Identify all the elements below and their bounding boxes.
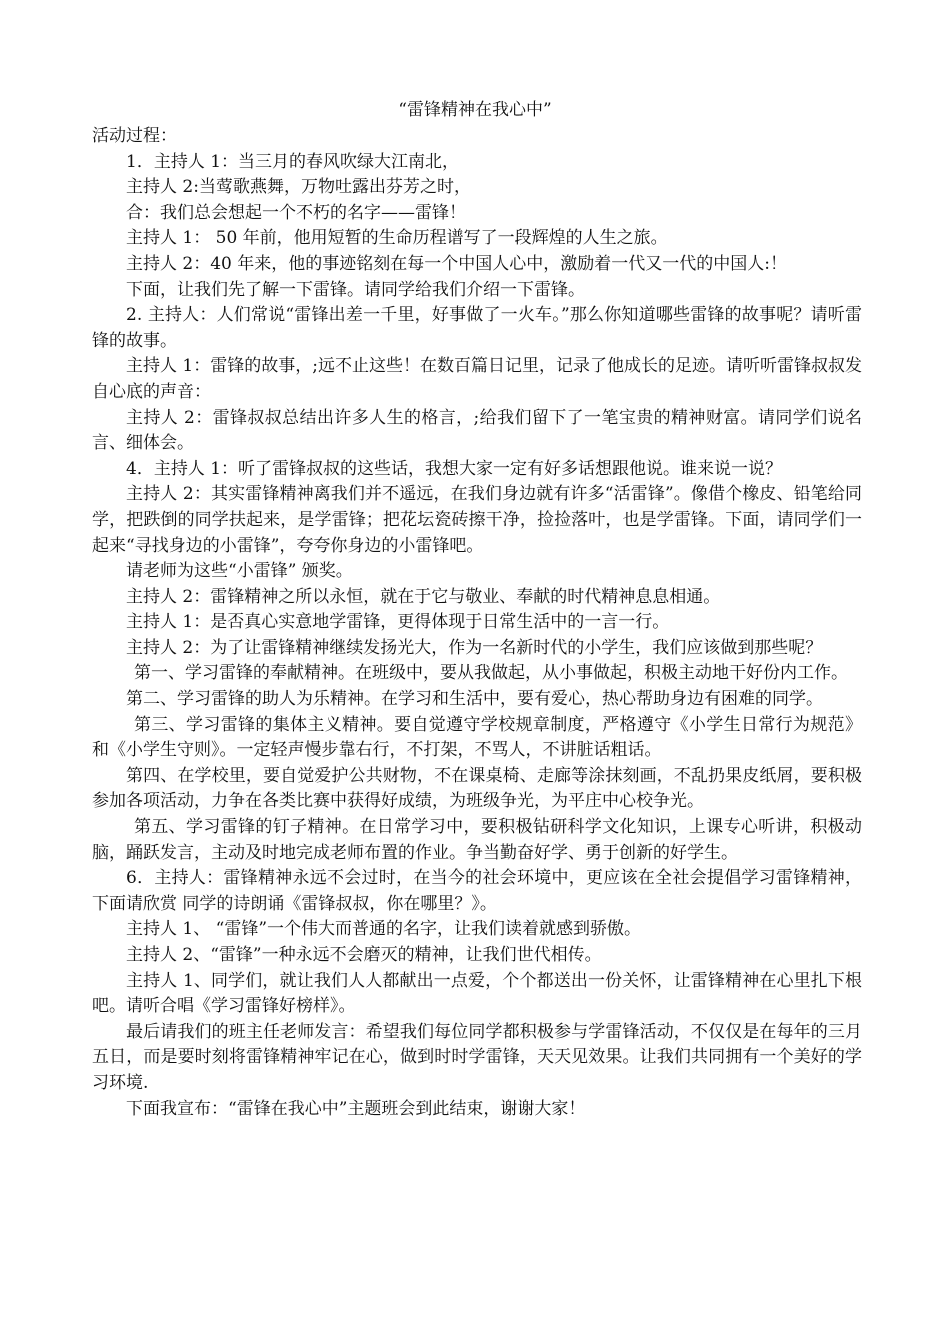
paragraph: 主持人 2：雷锋叔叔总结出许多人生的格言，;给我们留下了一笔宝贵的精神财富。请同学们说名言、细体会。	[92, 407, 862, 454]
document-title: “雷锋精神在我心中”	[398, 100, 552, 120]
paragraph: 主持人 2：雷锋精神之所以永恒，就在于它与敬业、奉献的时代精神息息相通。	[126, 586, 721, 607]
paragraph: 主持人 1：雷锋的故事，;远不止这些！在数百篇日记里，记录了他成长的足迹。请听听雷锋叔叔发自心底的声音：	[92, 356, 862, 402]
paragraph: 请老师为这些“小雷锋” 颁奖。	[126, 561, 353, 582]
paragraph: 第一、学习雷锋的奉献精神。在班级中，要从我做起，从小事做起，积极主动地干好份内工作。	[134, 663, 848, 684]
document-body	[92, 124, 862, 1122]
paragraph: 主持人 2、“雷锋”一种永远不会磨灭的精神，让我们世代相传。	[126, 945, 602, 965]
paragraph: 4．主持人 1：听了雷锋叔叔的这些话，我想大家一定有好多话想跟他说。谁来说一说？	[126, 458, 783, 479]
paragraph: 第四、在学校里，要自觉爱护公共财物，不在课桌椅、走廊等涂抹刻画，不乱扔果皮纸屑，要积极参加各项活动，力争在各类比赛中获得好成绩，为班级争光，为平庄中心校争光。	[92, 765, 862, 812]
paragraph: 主持人 2:当莺歌燕舞，万物吐露出芬芳之时，	[126, 177, 471, 198]
paragraph: 合：我们总会想起一个不朽的名字——雷锋！	[126, 202, 466, 223]
paragraph: 第二、学习雷锋的助人为乐精神。在学习和生活中，要有爱心，热心帮助身边有困难的同学。	[126, 689, 823, 710]
paragraph: 1．主持人 1：当三月的春风吹绿大江南北，	[126, 151, 460, 172]
paragraph: 2. 主持人：人们常说“雷锋出差一千里，好事做了一火车。”那么你知道哪些雷锋的故事呢？请听雷锋的故事。	[92, 305, 862, 351]
paragraph: 第五、学习雷锋的钉子精神。在日常学习中，要积极钻研科学文化知识，上课专心听讲，积极动脑，踊跃发言，主动及时地完成老师布置的作业。争当勤奋好学、勇于创新的好学生。	[92, 817, 862, 863]
paragraph: 主持人 2：其实雷锋精神离我们并不遥远，在我们身边就有许多“活雷锋”。像借个橡皮、铅笔给同学，把跌倒的同学扶起来，是学雷锋；把花坛瓷砖擦干净，捡捡落叶，也是学雷锋。下面，请同学们一起来“寻找身边的小雷锋”，夸夸你身边的小雷锋吧。	[92, 484, 862, 556]
paragraph: 主持人 2：为了让雷锋精神继续发扬光大，作为一名新时代的小学生，我们应该做到那些呢？	[126, 637, 823, 658]
paragraph: 主持人 1： 50 年前，他用短暂的生命历程谱写了一段辉煌的人生之旅。	[126, 228, 668, 249]
paragraph: 6．主持人：雷锋精神永远不会过时，在当今的社会环境中，更应该在全社会提倡学习雷锋精神， 下面请欣赏 同学的诗朗诵《雷锋叔叔，你在哪里？》。	[92, 868, 862, 914]
paragraph: 活动过程：	[92, 126, 177, 146]
paragraph: 下面我宣布：“雷锋在我心中”主题班会到此结束，谢谢大家！	[126, 1098, 586, 1119]
paragraph: 主持人 1、同学们，就让我们人人都献出一点爱，个个都送出一份关怀，让雷锋精神在心里扎下根吧。请听合唱《学习雷锋好榜样》。	[92, 970, 862, 1017]
paragraph: 最后请我们的班主任老师发言：希望我们每位同学都积极参与学雷锋活动，不仅仅是在每年的三月五日，而是要时刻将雷锋精神牢记在心，做到时时学雷锋，天天见效果。让我们共同拥有一个美好的学习环境.	[92, 1021, 862, 1093]
paragraph: 主持人 2：40 年来，他的事迹铭刻在每一个中国人心中，激励着一代又一代的中国人:！	[126, 253, 787, 274]
paragraph: 第三、学习雷锋的集体主义精神。要自觉遵守学校规章制度，严格遵守《小学生日常行为规范》和《小学生守则》。一定轻声慢步靠右行，不打架，不骂人，不讲脏话粗话。	[92, 714, 862, 761]
paragraph: 下面，让我们先了解一下雷锋。请同学给我们介绍一下雷锋。	[126, 279, 585, 300]
paragraph: 主持人 1、 “雷锋”一个伟大而普通的名字，让我们读着就感到骄傲。	[126, 919, 642, 940]
paragraph: 主持人 1：是否真心实意地学雷锋，更得体现于日常生活中的一言一行。	[126, 612, 670, 633]
